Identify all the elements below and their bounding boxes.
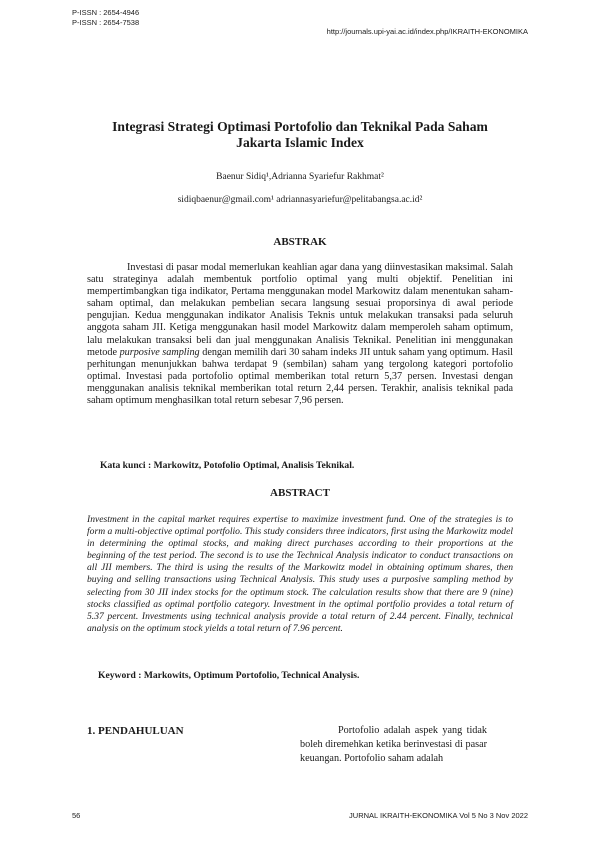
- abstrak-text: [87, 262, 513, 407]
- issn-print: P-ISSN : 2654-4946: [72, 8, 140, 17]
- abstrak-text-part-1: Investasi di pasar modal memerlukan keahlian agar dana yang diinvestasikan maksimal. Salah satu strateginya adalah membentuk portfolio optimal yang multi objektif. Penelitian ini mempertimbangkan tiga indikator, Pertama menggunakan model Markowitz dalam menentukan saham-saham optimal, dan melakukan pembelian secara langsung sesuai proporsinya di awal periode pengujian. Kedua menggunakan indikator Analisis Teknis untuk melakukan transaksi pada seluruh anggota saham JII. Ketiga menggunakan hasil model Markowitz dalam memperoleh saham optimum, lalu melakukan transaksi beli dan jual menggunakan Analisis Teknikal. Penelitian ini menggunakan metode: [87, 262, 513, 358]
- paper-title-line-1: Integrasi Strategi Optimasi Portofolio dan Teknikal Pada Saham: [112, 119, 488, 134]
- paper-emails: sidiqbaenur@gmail.com¹ adriannasyariefur@pelitabangsa.ac.id²: [177, 195, 423, 205]
- journal-footer: JURNAL IKRAITH-EKONOMIKA Vol 5 No 3 Nov 2022: [349, 811, 528, 820]
- section-heading-pendahuluan: 1. PENDAHULUAN: [87, 725, 184, 737]
- abstrak-keywords: Kata kunci : Markowitz, Potofolio Optimal, Analisis Teknikal.: [100, 460, 355, 471]
- issn-block: [72, 8, 139, 28]
- paper-authors: Baenur Sidiq¹,Adrianna Syariefur Rakhmat²: [216, 172, 384, 182]
- abstrak-heading: ABSTRAK: [273, 236, 327, 248]
- abstrak-text-part-2: dengan memilih dari 30 saham indeks JII untuk saham yang optimum. Hasil perhitungan menunjukkan bahwa terdapat 9 (sembilan) saham yang tergolong kategori portofolio optimal. Investasi pada portofolio optimal memberikan total return 5,37 persen. Investasi dengan menggunakan analisis teknikal memberikan total return 2,44 persen. Terakhir, analisis teknikal pada saham optimum menghasilkan total return sebesar 7,96 persen.: [87, 346, 513, 407]
- abstract-keywords: Keyword : Markowits, Optimum Portofolio, Technical Analysis.: [98, 670, 360, 681]
- abstrak-italic-term: purposive sampling: [119, 346, 200, 358]
- paper-title-line-2: Jakarta Islamic Index: [236, 135, 364, 150]
- intro-paragraph: Portofolio adalah aspek yang tidak boleh diremehkan ketika berinvestasi di pasar keuangan. Portofolio saham adalah: [300, 725, 487, 764]
- abstract-text: Investment in the capital market requires expertise to maximize investment fund. One of the strategies is to form a multi-objective optimal portfolio. This study considers three indicators, first using the Markowitz model in determining the optimal stocks, and making direct purchases according to their proportions at the beginning of the test period. The second is to use the Technical Analysis indicator to conduct transactions on all JII members. The third is using the results of the Markowitz model in obtaining optimum shares, then buying and selling transactions using Technical Analysis. This study uses a purposive sampling method by selecting from 30 JII index stocks for the optimum stock. The calculation results show that there are 9 (nine) stocks classified as optimal portfolio category. Investment in the optimal portfolio provides a total return of 5.37 percent. Investments using technical analysis provide a total return of 2.44 percent. Finally, technical analysis on the optimum stock yields a total return of 7.96 percent.: [87, 514, 514, 634]
- issn-online: P-ISSN : 2654-7538: [72, 18, 140, 27]
- page-number: 56: [72, 811, 81, 820]
- abstract-heading: ABSTRACT: [270, 487, 330, 499]
- paper-title: [60, 119, 540, 151]
- journal-url: http://journals.upi-yai.ac.id/index.php/IKRAITH-EKONOMIKA: [326, 27, 528, 36]
